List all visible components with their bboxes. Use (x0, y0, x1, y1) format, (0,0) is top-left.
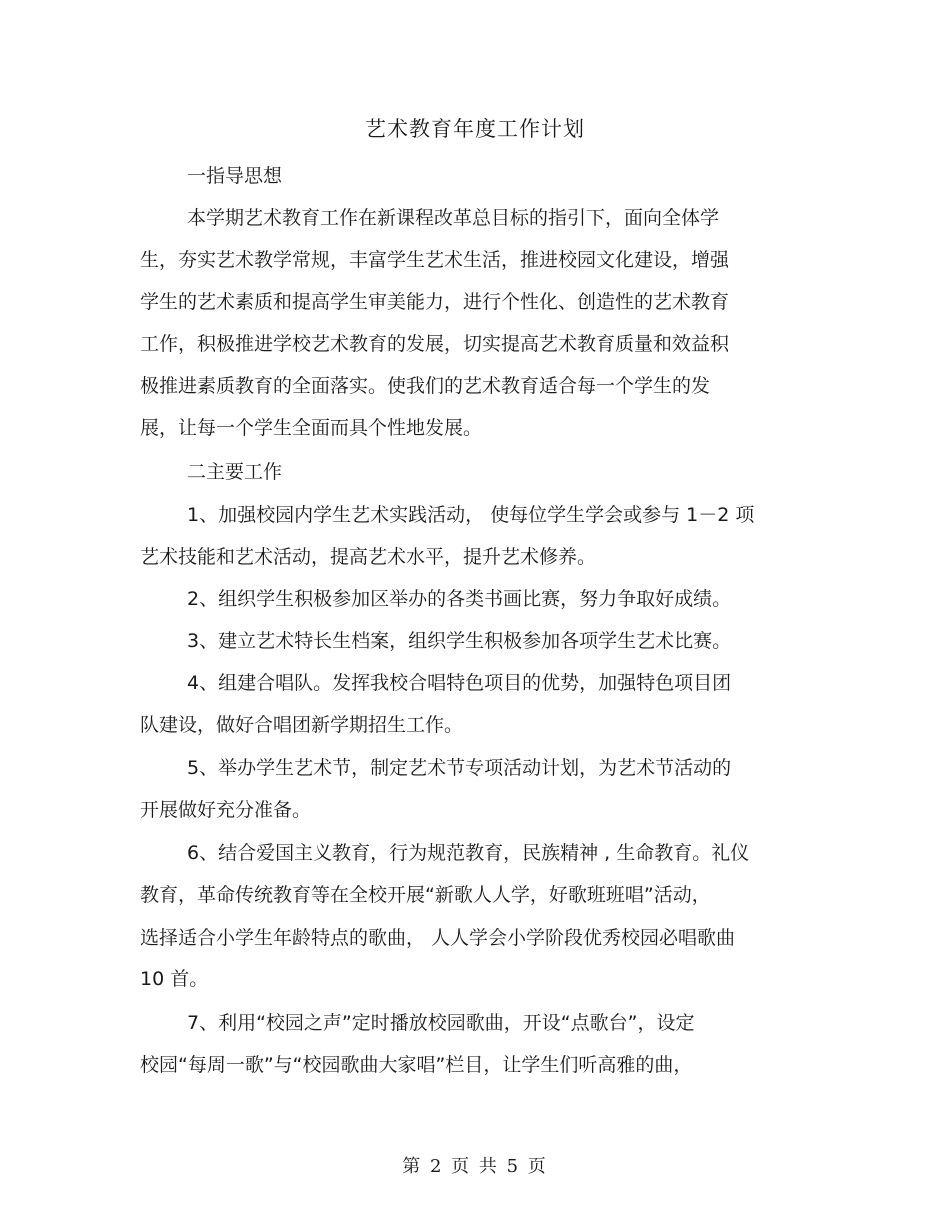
list-item-line: 艺术技能和艺术活动，提高艺术水平，提升艺术修养。 (140, 546, 597, 568)
paragraph-line: 工作，积极推进学校艺术教育的发展，切实提高艺术教育质量和效益积 (140, 333, 730, 355)
list-item-line: 3、建立艺术特长生档案，组织学生积极参加各项学生艺术比赛。 (187, 630, 732, 652)
page-number-footer: 第 2 页 共 5 页 (402, 1156, 548, 1177)
list-item-line: 教育，革命传统教育等在全校开展“新歌人人学，好歌班班唱”活动， (140, 884, 711, 906)
list-item-line: 5、举办学生艺术节，制定艺术节专项活动计划，为艺术节活动的 (187, 757, 732, 779)
paragraph-line: 本学期艺术教育工作在新课程改革总目标的指引下，面向全体学 (187, 207, 720, 229)
list-item-line: 开展做好充分准备。 (140, 799, 312, 821)
section-heading-main-work: 二主要工作 (187, 461, 283, 483)
list-item-line: 选择适合小学生年龄特点的歌曲， 人人学会小学阶段优秀校园必唱歌曲 (140, 927, 736, 949)
list-item-line: 队建设，做好合唱团新学期招生工作。 (140, 714, 464, 736)
list-item-line: 1、加强校园内学生艺术实践活动， 使每位学生学会或参与 1－2 项 (187, 504, 755, 526)
list-item-line: 6、结合爱国主义教育，行为规范教育，民族精神 , 生命教育。礼仪 (187, 842, 750, 864)
list-item-line: 7、利用“校园之声”定时播放校园歌曲，开设“点歌台”，设定 (187, 1012, 695, 1034)
list-item-line: 2、组织学生积极参加区举办的各类书画比赛，努力争取好成绩。 (187, 588, 732, 610)
paragraph-line: 学生的艺术素质和提高学生审美能力，进行个性化、创造性的艺术教育 (140, 291, 730, 313)
section-heading-guiding-thought: 一指导思想 (187, 165, 283, 187)
paragraph-line: 生，夯实艺术教学常规，丰富学生艺术生活，推进校园文化建设，增强 (140, 249, 730, 271)
list-item-line: 4、组建合唱队。发挥我校合唱特色项目的优势，加强特色项目团 (187, 672, 732, 694)
list-item-line: 校园“每周一歌”与“校园歌曲大家唱”栏目，让学生们听高雅的曲， (140, 1054, 693, 1076)
list-item-line: 10 首。 (140, 968, 209, 990)
document-title: 艺术教育年度工作计划 (365, 117, 585, 141)
paragraph-line: 极推进素质教育的全面落实。使我们的艺术教育适合每一个学生的发 (140, 375, 711, 397)
paragraph-line: 展，让每一个学生全面而具个性地发展。 (140, 417, 483, 439)
